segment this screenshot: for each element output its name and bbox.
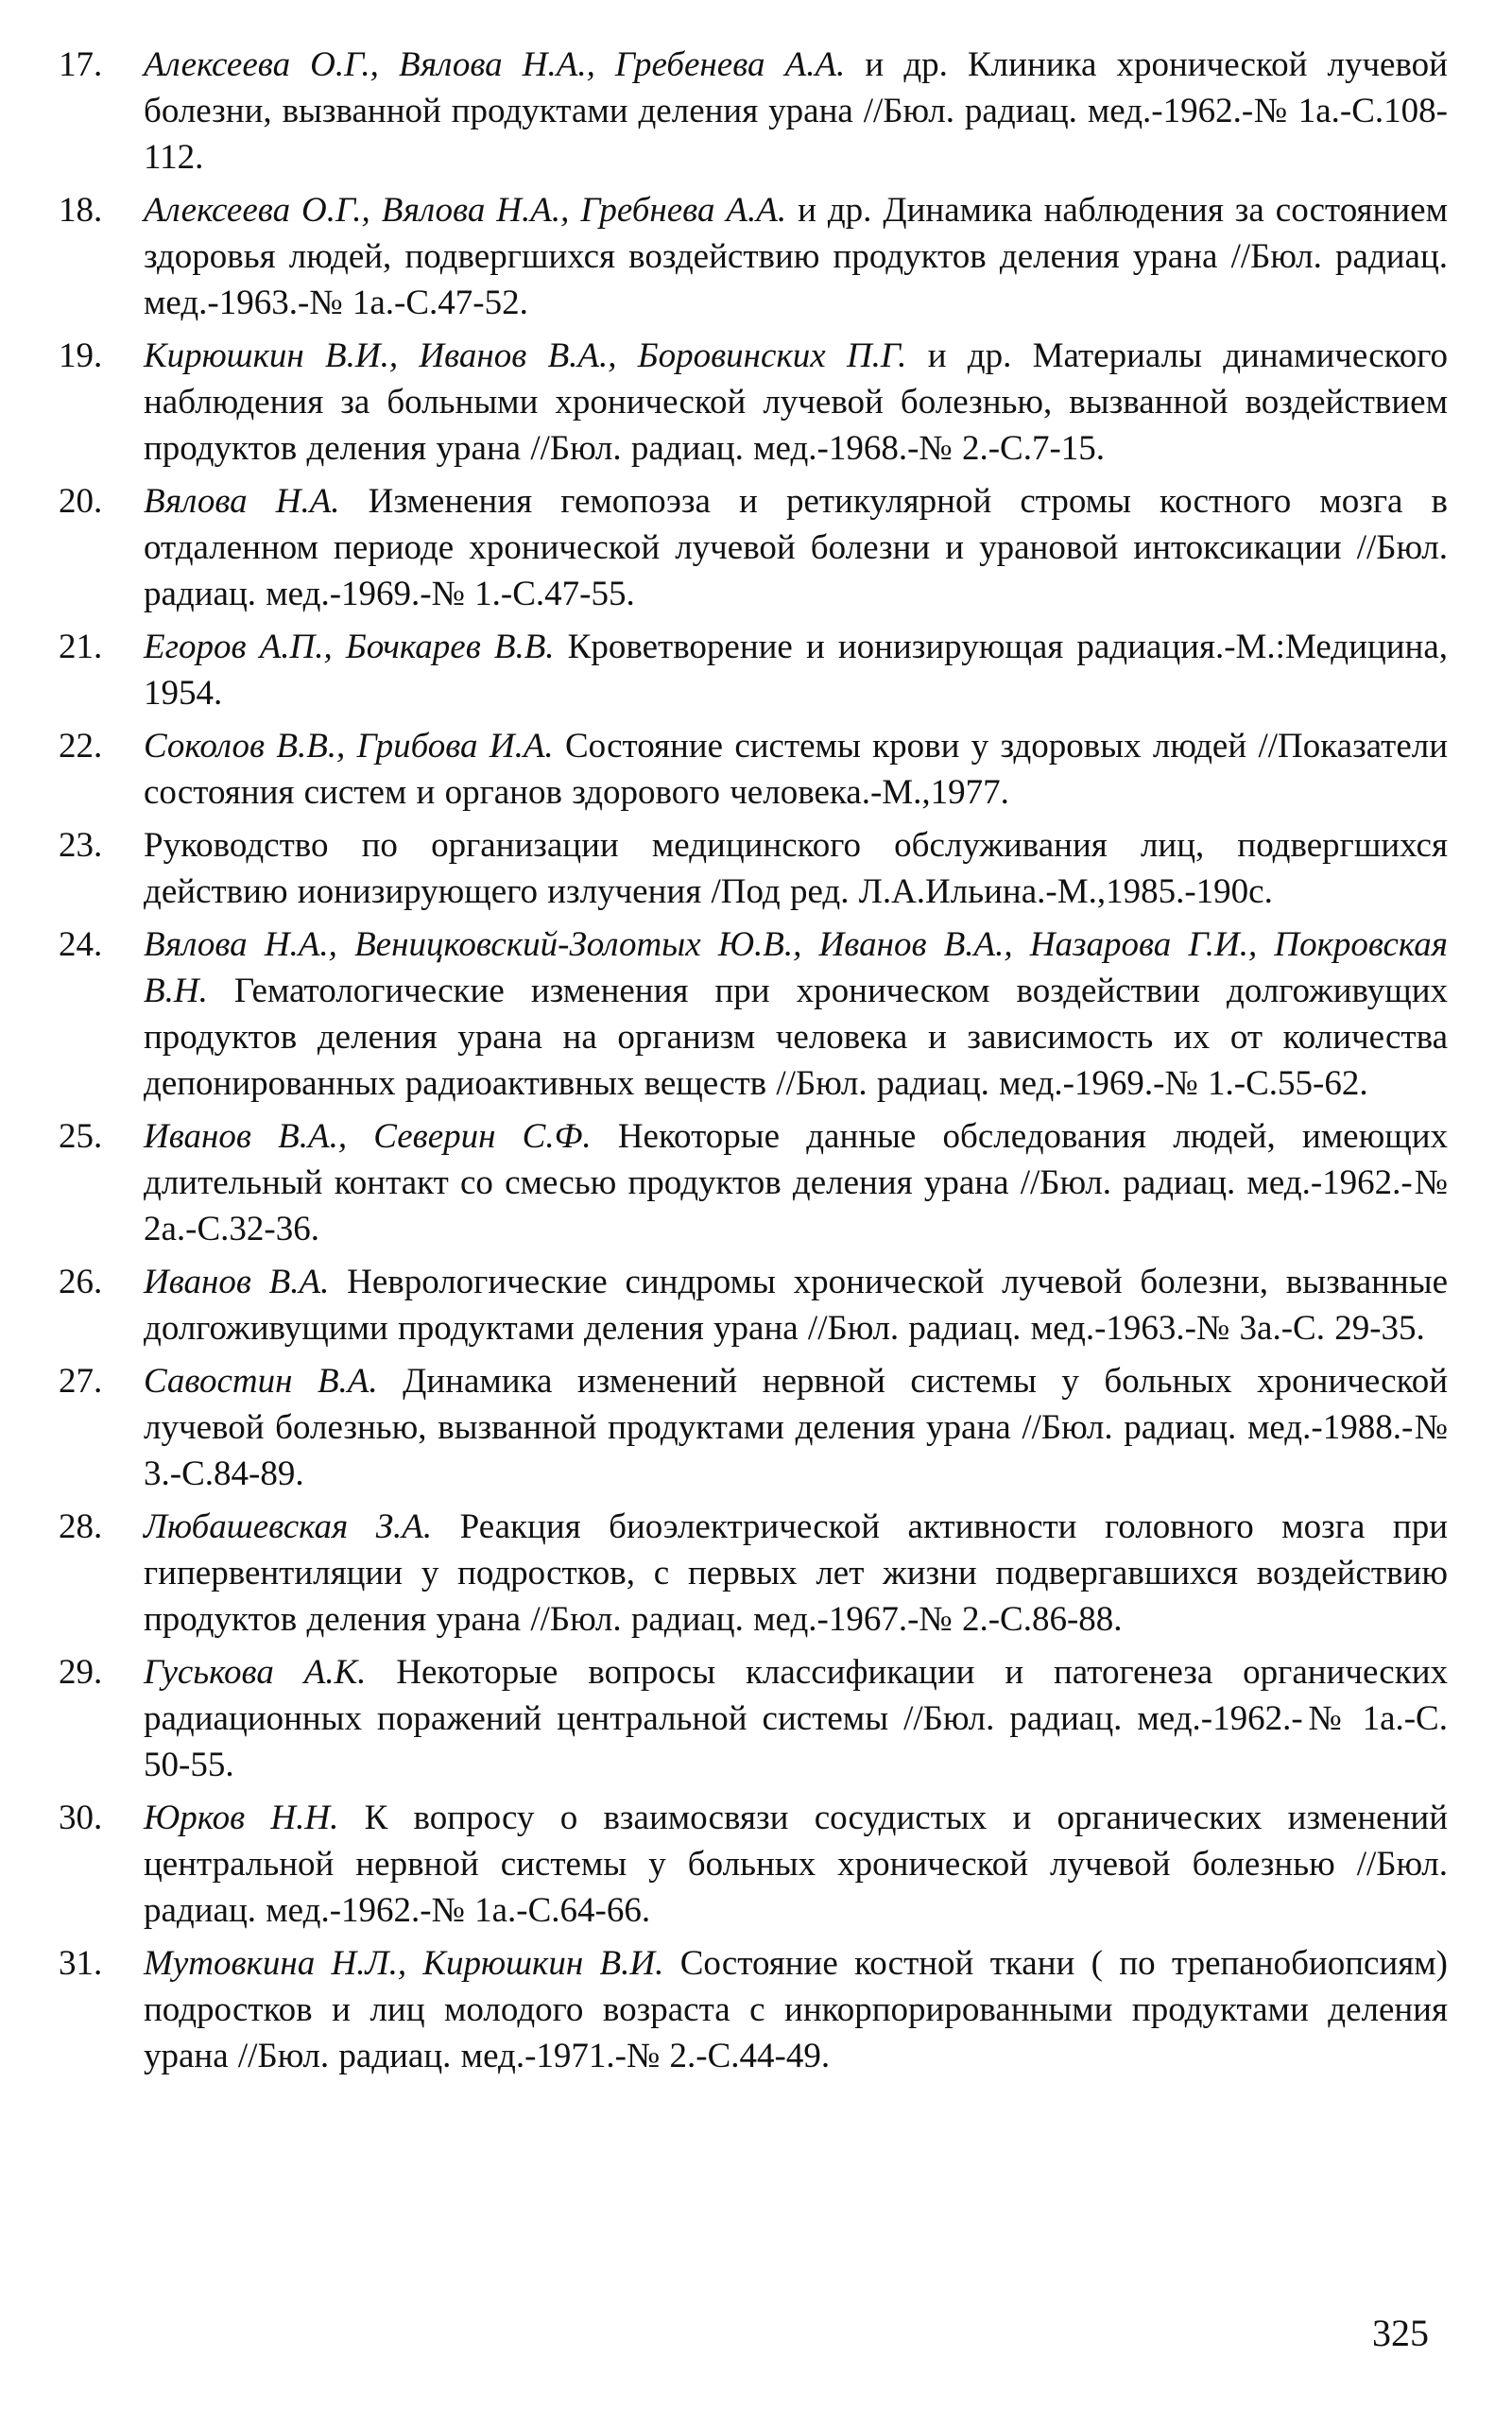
reference-number: 20.: [59, 482, 103, 521]
reference-authors: Гуськова А.К.: [144, 1653, 367, 1692]
reference-number: 22.: [59, 727, 103, 766]
reference-number: 18.: [59, 191, 103, 230]
reference-authors: Иванов В.А., Северин С.Ф.: [144, 1117, 592, 1156]
reference-authors: Иванов В.А.: [144, 1263, 330, 1301]
reference-body: [144, 333, 1448, 472]
reference-text: Неврологические синдромы хронической лучевой болезни, вызванные долгоживущими продуктами деления урана //Бюл. радиац. мед.-1963.-№ 3а.-С. 29-35.: [144, 1263, 1448, 1348]
reference-authors: Мутовкина Н.Л., Кирюшкин В.И.: [144, 1944, 664, 1983]
reference-number: 24.: [59, 925, 103, 964]
reference-body: [144, 1795, 1448, 1934]
reference-number: 26.: [59, 1263, 103, 1301]
reference-authors: Савостин В.А.: [144, 1362, 378, 1401]
reference-body: [144, 1259, 1448, 1351]
reference-item: [59, 187, 1448, 326]
reference-item: [59, 1795, 1448, 1934]
reference-body: [144, 478, 1448, 617]
reference-item: [59, 1259, 1448, 1351]
reference-item: [59, 1940, 1448, 2079]
reference-authors: Алексеева О.Г., Вялова Н.А., Гребенева А.А.: [144, 45, 846, 84]
reference-text: К вопросу о взаимосвязи сосудистых и органических изменений центральной нервной системы у больных хронической лучевой болезнью //Бюл. радиац. мед.-1962.-№ 1а.-С.64-66.: [144, 1799, 1449, 1930]
reference-number: 31.: [59, 1944, 103, 1983]
reference-authors: Егоров А.П., Бочкарев В.В.: [144, 628, 555, 666]
reference-body: [144, 1940, 1448, 2079]
reference-number: 17.: [59, 45, 103, 84]
reference-text: Руководство по организации медицинского обслуживания лиц, подвергшихся действию ионизирующего излучения /Под ред. Л.А.Ильина.-М.,1985.-190с.: [144, 826, 1448, 911]
reference-text: Реакция биоэлектрической активности головного мозга при гипервентиляции у подростков, с первых лет жизни подвергавшихся воздействию продуктов деления урана //Бюл. радиац. мед.-1967.-№ 2.-С.86-88.: [144, 1507, 1449, 1639]
reference-list: [59, 42, 1448, 2086]
reference-item: [59, 478, 1448, 617]
reference-item: [59, 822, 1448, 915]
reference-authors: Алексеева О.Г., Вялова Н.А., Гребнева А.А.: [144, 191, 787, 230]
reference-body: [144, 624, 1448, 716]
reference-text: и др. Клиника хронической лучевой болезни, вызванной продуктами деления урана //Бюл. радиац. мед.-1962.-№ 1а.-С.108-112.: [144, 45, 1448, 177]
reference-text: Состояние костной ткани ( по трепанобиопсиям) подростков и лиц молодого возраста с инкорпорированными продуктами деления урана //Бюл. радиац. мед.-1971.-№ 2.-С.44-49.: [144, 1944, 1448, 2075]
reference-item: [59, 333, 1448, 472]
reference-authors: Кирюшкин В.И., Иванов В.А., Боровинских П.Г.: [144, 336, 907, 375]
reference-text: Некоторые данные обследования людей, имеющих длительный контакт со смесью продуктов деления урана //Бюл. радиац. мед.-1962.-№ 2а.-С.32-36.: [144, 1117, 1449, 1248]
reference-number: 25.: [59, 1117, 103, 1156]
reference-body: [144, 1358, 1448, 1497]
reference-text: Изменения гемопоэза и ретикулярной стромы костного мозга в отдаленном периоде хронической лучевой болезни и урановой интоксикации //Бюл. радиац. мед.-1969.-№ 1.-С.47-55.: [144, 482, 1449, 613]
reference-number: 29.: [59, 1653, 103, 1692]
reference-text: и др. Материалы динамического наблюдения за больными хронической лучевой болезнью, вызванной воздействием продуктов деления урана //Бюл. радиац. мед.-1968.-№ 2.-С.7-15.: [144, 336, 1448, 468]
reference-text: Кроветворение и ионизирующая радиация.-М.:Медицина, 1954.: [144, 628, 1449, 713]
reference-number: 28.: [59, 1507, 103, 1546]
reference-body: [144, 723, 1448, 816]
reference-item: [59, 1113, 1448, 1252]
reference-item: [59, 1358, 1448, 1497]
reference-number: 23.: [59, 826, 103, 865]
reference-number: 27.: [59, 1362, 103, 1401]
reference-body: [144, 822, 1448, 915]
reference-body: [144, 1113, 1448, 1252]
reference-text: Гематологические изменения при хроническом воздействии долгоживущих продуктов деления урана на организм человека и зависимость их от количества депонированных радиоактивных веществ //Бюл. радиац. мед.-1969.-№ 1.-С.55-62.: [144, 972, 1448, 1103]
reference-authors: Любашевская З.А.: [144, 1507, 433, 1546]
reference-body: [144, 1504, 1448, 1643]
reference-item: [59, 42, 1448, 181]
reference-authors: Вялова Н.А., Веницковский-Золотых Ю.В., Иванов В.А., Назарова Г.И., Покровская В.Н.: [144, 925, 1448, 1010]
reference-text: Некоторые вопросы классификации и патогенеза органических радиационных поражений центральной системы //Бюл. радиац. мед.-1962.-№ 1а.-С. 50-55.: [144, 1653, 1448, 1784]
reference-text: и др. Динамика наблюдения за состоянием здоровья людей, подвергшихся воздействию продуктов деления урана //Бюл. радиац. мед.-1963.-№ 1а.-С.47-52.: [144, 191, 1448, 322]
reference-number: 30.: [59, 1799, 103, 1837]
page-number: 325: [1372, 2312, 1429, 2354]
reference-body: [144, 42, 1448, 181]
reference-number: 21.: [59, 628, 103, 666]
reference-item: [59, 624, 1448, 716]
reference-item: [59, 723, 1448, 816]
reference-item: [59, 921, 1448, 1107]
reference-text: Состояние системы крови у здоровых людей //Показатели состояния систем и органов здорового человека.-М.,1977.: [144, 727, 1449, 812]
reference-authors: Юрков Н.Н.: [144, 1799, 339, 1837]
reference-authors: Вялова Н.А.: [144, 482, 340, 521]
reference-body: [144, 187, 1448, 326]
reference-text: Динамика изменений нервной системы у больных хронической лучевой болезнью, вызванной продуктами деления урана //Бюл. радиац. мед.-1988.-№ 3.-С.84-89.: [144, 1362, 1448, 1493]
reference-body: [144, 1649, 1448, 1788]
reference-item: [59, 1649, 1448, 1788]
reference-authors: Соколов В.В., Грибова И.А.: [144, 727, 554, 766]
reference-body: [144, 921, 1448, 1107]
reference-item: [59, 1504, 1448, 1643]
reference-number: 19.: [59, 336, 103, 375]
